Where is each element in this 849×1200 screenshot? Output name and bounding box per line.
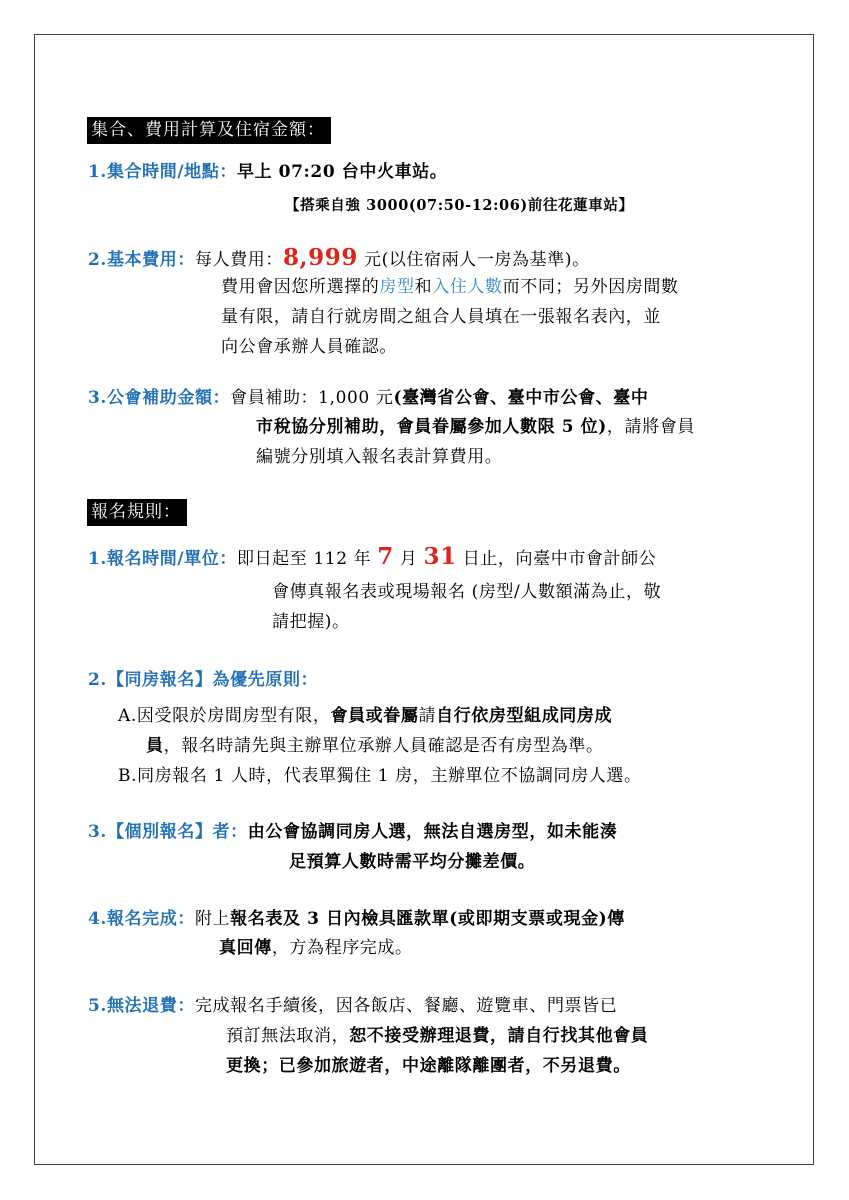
deadline-day: 31 xyxy=(423,543,457,570)
no-refund-line-2 xyxy=(226,1024,648,1048)
reg-complete-text: ，方為程序完成。 xyxy=(271,938,413,958)
rule-a-confirm-text: ，報名時請先與主辦單位承辦人員確認是否有房型為準。 xyxy=(163,736,604,756)
fee-text-a: 費用會因您所選擇的 xyxy=(221,277,380,297)
no-refund-text-2a: 預訂無法取消， xyxy=(226,1026,350,1046)
no-refund-text-1: 完成報名手續後，因各飯店、餐廳、遊覽車、門票皆已 xyxy=(194,996,618,1016)
no-refund-line-1 xyxy=(88,994,617,1018)
rule-a-member-text: 會員或眷屬 xyxy=(330,706,419,726)
train-note: 【搭乘自強 3000(07:50-12:06)前往花蓮車站】 xyxy=(285,197,634,214)
reg-complete-docs: 報名表及 3 日內檢具匯款單(或即期支票或現金)傳 xyxy=(230,909,625,929)
reg-complete-label: 4.報名完成： xyxy=(88,909,195,929)
shared-room-title xyxy=(88,668,318,692)
individual-reg-label: 3.【個別報名】者： xyxy=(88,822,248,842)
reg-complete-fax-back: 真回傳 xyxy=(219,938,272,958)
subsidy-line-2 xyxy=(256,415,695,439)
subsidy-note-text: ，請將會員 xyxy=(606,417,695,437)
assembly-line xyxy=(88,160,447,184)
individual-reg-text: 由公會協調同房人選，無法自選房型，如未能湊 xyxy=(247,822,618,842)
shared-room-label: 2.【同房報名】為優先原則： xyxy=(88,670,319,690)
shared-room-rule-a-1 xyxy=(118,704,612,728)
assembly-label: 1.集合時間/地點： xyxy=(88,162,237,182)
basic-fee-line-1 xyxy=(88,246,590,272)
basic-fee-line-2 xyxy=(221,275,679,299)
subsidy-label: 3.公會補助金額： xyxy=(88,388,231,408)
fee-text-e: 而不同；另外因房間數 xyxy=(502,277,679,297)
room-type-text: 房型 xyxy=(379,277,415,297)
subsidy-line-1 xyxy=(88,386,648,410)
reg-complete-attach: 附上 xyxy=(194,909,231,929)
reg-time-line-3: 請把握)。 xyxy=(272,612,350,632)
no-refund-line-3: 更換；已參加旅遊者，中途離隊離團者，不另退費。 xyxy=(226,1056,631,1076)
basic-fee-label: 2.基本費用： xyxy=(88,250,195,270)
fee-text-and: 和 xyxy=(414,277,433,297)
individual-reg-line-1 xyxy=(88,820,617,844)
rule-a-self-group: 自行依房型組成同房成 xyxy=(436,706,613,726)
deadline-month: 7 xyxy=(377,543,394,570)
basic-fee-line-4: 向公會承辦人員確認。 xyxy=(221,337,397,357)
shared-room-rule-b: B.同房報名 1 人時，代表單獨住 1 房，主辦單位不協調同房人選。 xyxy=(118,766,642,786)
shared-room-rule-a-2 xyxy=(146,734,604,758)
rule-a-member-char: 員 xyxy=(146,736,164,756)
basic-fee-line-3: 量有限，請自行就房間之組合人員填在一張報名表內，並 xyxy=(221,307,661,327)
fee-per-person-text: 每人費用： xyxy=(194,250,283,270)
reg-time-text-c: 日止，向臺中市會計師公 xyxy=(462,549,657,569)
subsidy-sources-text: (臺灣省公會、臺中市公會、臺中 xyxy=(393,388,649,408)
reg-time-line-1 xyxy=(88,545,656,571)
no-refund-label: 5.無法退費： xyxy=(88,996,195,1016)
individual-reg-line-2: 足預算人數時需平均分攤差價。 xyxy=(289,852,536,872)
reg-time-text-a: 即日起至 112 年 xyxy=(236,549,372,569)
reg-time-label: 1.報名時間/單位： xyxy=(88,549,237,569)
section-header-registration-rules: 報名規則： xyxy=(87,499,187,526)
reg-month-unit: 月 xyxy=(399,549,418,569)
rule-a-please: 請 xyxy=(418,706,437,726)
assembly-time-place: 早上 07:20 台中火車站。 xyxy=(236,162,448,182)
subsidy-amount-text: 會員補助：1,000 元 xyxy=(230,388,394,408)
occupancy-text: 入住人數 xyxy=(432,277,503,297)
fee-basis-text: 元(以住宿兩人一房為基準)。 xyxy=(364,250,590,270)
section-header-assembly-fees: 集合、費用計算及住宿金額： xyxy=(87,117,331,144)
no-refund-text-2b: 恕不接受辦理退費，請自行找其他會員 xyxy=(349,1026,649,1046)
reg-complete-line-2 xyxy=(219,936,413,960)
fee-price: 8,999 xyxy=(282,244,358,271)
reg-time-line-2: 會傳真報名表或現場報名 (房型/人數額滿為止，敬 xyxy=(272,582,662,602)
reg-complete-line-1 xyxy=(88,907,625,931)
subsidy-limit-text: 市稅協分別補助，會員眷屬參加人數限 5 位) xyxy=(256,417,607,437)
subsidy-line-3: 編號分別填入報名表計算費用。 xyxy=(256,447,503,467)
rule-a-text-a: A.因受限於房間房型有限， xyxy=(118,706,331,726)
